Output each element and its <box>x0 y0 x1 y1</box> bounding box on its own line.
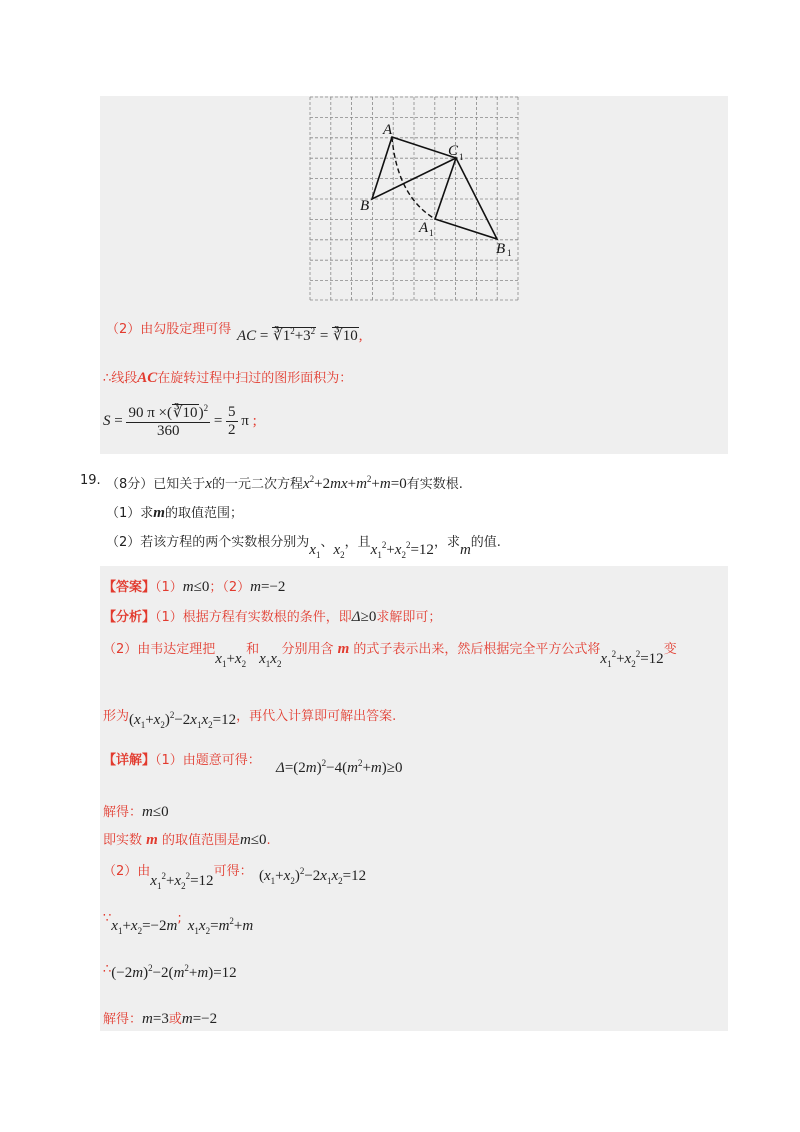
label-b1-sub: 1 <box>507 248 512 258</box>
label-a: A <box>383 122 393 138</box>
analysis-line-2: （2）由韦达定理把$x_1+x_2$和$x_1x_2$分别用含 m 的式子表示出来，然后根据完全平方公式将$x_1^2+x_2^2=12$变 <box>103 641 677 669</box>
therefore-line: $\therefore(-2m)^2-2(m^2+m)=12$ <box>103 962 237 981</box>
part2-line: （2）由$x_1^2+x_2^2=12$可得： <box>103 864 253 891</box>
part2-formula: $(x_1+x_2)^2-2x_1x_2=12$ <box>259 866 367 886</box>
detail-line-1: 【详解】（1）由题意可得： <box>103 753 261 768</box>
label-a1: A <box>419 220 429 236</box>
problem-19-stem: （8分）已知关于x的一元二次方程$x^2+2mx+m^2+m=0$有实数根. <box>106 474 463 492</box>
solve-line-1: 解得：m≤0 <box>103 804 169 820</box>
label-b1: B <box>496 241 506 257</box>
problem-19-q2: （2）若该方程的两个实数根分别为$x_1$、$x_2$，且$x_1^2+x_2^2=12$，求m的值. <box>106 535 501 560</box>
analysis-line-1: 【分析】（1）根据方程有实数根的条件，即Δ≥0求解即可； <box>103 609 442 625</box>
problem-19-q1: （1）求m的取值范围； <box>106 505 243 521</box>
label-c1: C <box>448 143 459 159</box>
part2-prefix: （2）由勾股定理可得 <box>106 322 232 337</box>
final-answer: 解得：m=3或m=−2 <box>103 1011 218 1027</box>
problem-19-number: 19. <box>80 473 101 488</box>
label-b: B <box>360 198 370 214</box>
area-formula: S = $\frac{90 \pi \times(∛10)^2}{360}$ = $\frac{5}{2}$ π ; <box>103 403 257 439</box>
detail-formula-1: $\Delta=(2m)^2-4(m^2+m)\ge 0$ <box>276 758 403 776</box>
because-line: $\because x_1+x_2=-2m$; $x_1x_2=m^2+m$ <box>103 911 254 936</box>
range-line: 即实数 m 的取值范围是m≤0. <box>103 832 271 848</box>
answer-line: 【答案】（1）m≤0；（2）m=−2 <box>103 579 286 595</box>
rotation-figure <box>309 96 519 301</box>
grid <box>310 97 518 300</box>
triangle-a1b1c1 <box>435 158 497 239</box>
label-c1-sub: 1 <box>459 152 464 162</box>
label-a1-sub: 1 <box>429 228 434 238</box>
area-line: ∴线段AC在旋转过程中扫过的图形面积为： <box>103 370 353 386</box>
ac-formula: AC = $∛1^2+3^2$ = ∛10, <box>237 326 363 344</box>
analysis-line-3: 形为$(x_1+x_2)^2-2x_1x_2=12$，再代入计算即可解出答案. <box>103 709 397 730</box>
